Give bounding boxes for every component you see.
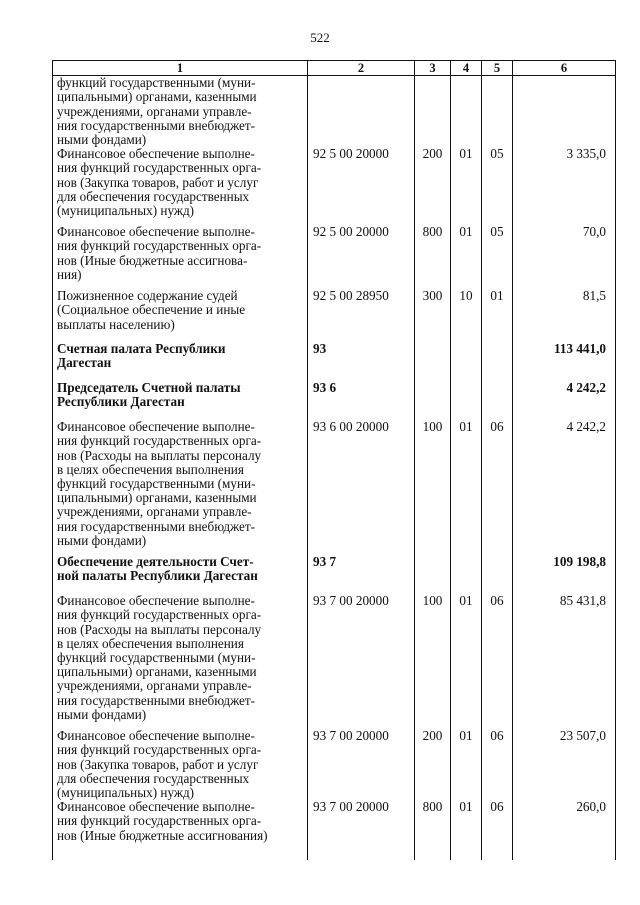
expense-name-text: Обеспечение деятельности Счет-	[57, 554, 254, 570]
expense-name-cell	[53, 147, 308, 225]
expense-name-cell	[53, 289, 308, 342]
expense-name-text: ципальными) органами, казенными	[57, 490, 257, 506]
amount-cell	[513, 289, 616, 342]
expense-name-cell	[53, 729, 308, 800]
expense-type-cell	[415, 729, 451, 800]
budget-code-text: 93 6 00 20000	[313, 419, 389, 435]
expense-type-cell	[415, 381, 451, 420]
expense-type-text: 100	[422, 593, 443, 609]
expense-name-text: учреждениями, органами управле-	[57, 504, 252, 520]
column-header-1: 1	[53, 61, 308, 76]
amount-cell	[513, 729, 616, 800]
amount-cell	[513, 225, 616, 289]
section-cell	[451, 800, 482, 860]
expense-name-cell	[53, 381, 308, 420]
subsection-cell	[482, 594, 513, 729]
amount-text: 3 335,0	[566, 146, 606, 162]
expense-name-text: ния функций государственных орга-	[57, 742, 262, 758]
expense-type-cell	[415, 147, 451, 225]
expense-name-text: ными фондами)	[57, 532, 147, 548]
expense-name-text: нов (Иные бюджетные ассигнования)	[57, 827, 268, 843]
expense-type-cell	[415, 342, 451, 381]
section-cell	[451, 76, 482, 148]
budget-code-cell	[308, 594, 415, 729]
expense-name-text: Финансовое обеспечение выполне-	[57, 593, 255, 609]
section-cell	[451, 381, 482, 420]
table-row	[53, 289, 616, 342]
expense-name-text: ния государственными внебюджет-	[57, 692, 256, 708]
column-header-4: 4	[451, 61, 482, 76]
column-header-3: 3	[415, 61, 451, 76]
budget-code-cell	[308, 289, 415, 342]
budget-code-cell	[308, 147, 415, 225]
expense-type-text: 200	[422, 728, 443, 744]
amount-text: 85 431,8	[559, 593, 606, 609]
expense-name-text: в целях обеспечения выполнения	[57, 635, 244, 651]
expense-name-text: ния государственными внебюджет-	[57, 117, 256, 133]
section-text: 01	[459, 728, 473, 744]
amount-text: 109 198,8	[553, 554, 606, 570]
amount-cell	[513, 420, 616, 555]
expense-type-cell	[415, 420, 451, 555]
expense-name-cell	[53, 594, 308, 729]
expense-name-text: Финансовое обеспечение выполне-	[57, 419, 255, 435]
expense-name-text: функций государственными (муни-	[57, 75, 256, 91]
section-cell	[451, 420, 482, 555]
expense-name-text: нов (Иные бюджетные ассигнова-	[57, 252, 248, 268]
expense-name-text: ными фондами)	[57, 706, 147, 722]
subsection-cell	[482, 729, 513, 800]
subsection-cell	[482, 289, 513, 342]
budget-table	[52, 60, 616, 860]
expense-name-cell	[53, 76, 308, 148]
expense-name-text: Финансовое обеспечение выполне-	[57, 728, 255, 744]
expense-name-text: ния функций государственных орга-	[57, 813, 262, 829]
expense-name-text: ния функций государственных орга-	[57, 238, 262, 254]
budget-code-cell	[308, 381, 415, 420]
budget-code-cell	[308, 225, 415, 289]
expense-name-text: Счетная палата Республики	[57, 341, 226, 357]
subsection-cell	[482, 555, 513, 594]
budget-code-text: 92 5 00 20000	[313, 224, 389, 240]
amount-cell	[513, 342, 616, 381]
budget-code-text: 93	[313, 341, 327, 357]
subsection-cell	[482, 800, 513, 860]
table-row	[53, 729, 616, 800]
section-text: 01	[459, 593, 473, 609]
expense-name-text: Республики Дагестан	[57, 394, 185, 410]
budget-code-text: 92 5 00 28950	[313, 288, 389, 304]
budget-code-text: 93 6	[313, 380, 337, 396]
expense-name-text: Финансовое обеспечение выполне-	[57, 224, 255, 240]
expense-type-cell	[415, 225, 451, 289]
amount-text: 260,0	[576, 799, 606, 815]
expense-type-cell	[415, 76, 451, 148]
amount-cell	[513, 800, 616, 860]
expense-name-text: Пожизненное содержание судей	[57, 288, 238, 304]
expense-name-text: учреждениями, органами управле-	[57, 103, 252, 119]
amount-cell	[513, 594, 616, 729]
budget-code-cell	[308, 342, 415, 381]
table-row	[53, 342, 616, 381]
amount-text: 23 507,0	[559, 728, 606, 744]
budget-code-text: 93 7 00 20000	[313, 593, 389, 609]
expense-name-text: функций государственными (муни-	[57, 650, 256, 666]
expense-type-cell	[415, 800, 451, 860]
budget-code-cell	[308, 800, 415, 860]
subsection-cell	[482, 225, 513, 289]
column-header-6: 6	[513, 61, 616, 76]
subsection-text: 06	[490, 799, 504, 815]
expense-name-text: в целях обеспечения выполнения	[57, 461, 244, 477]
expense-name-text: ния функций государственных орга-	[57, 607, 262, 623]
amount-cell	[513, 147, 616, 225]
expense-name-text: ния государственными внебюджет-	[57, 518, 256, 534]
expense-name-text: (муниципальных) нужд)	[57, 203, 195, 219]
expense-name-text: функций государственными (муни-	[57, 476, 256, 492]
section-text: 01	[459, 799, 473, 815]
subsection-text: 05	[490, 146, 504, 162]
amount-cell	[513, 555, 616, 594]
expense-name-text: (Социальное обеспечение и иные	[57, 302, 246, 318]
expense-name-text: нов (Закупка товаров, работ и услуг	[57, 174, 259, 190]
table-row	[53, 594, 616, 729]
amount-cell	[513, 76, 616, 148]
subsection-text: 05	[490, 224, 504, 240]
expense-name-text: учреждениями, органами управле-	[57, 678, 252, 694]
expense-name-cell	[53, 420, 308, 555]
expense-name-cell	[53, 800, 308, 860]
section-cell	[451, 225, 482, 289]
expense-name-text: нов (Расходы на выплаты персоналу	[57, 447, 262, 463]
budget-code-cell	[308, 555, 415, 594]
section-text: 01	[459, 146, 473, 162]
expense-name-text: Финансовое обеспечение выполне-	[57, 799, 255, 815]
table-header-row	[53, 61, 616, 76]
amount-text: 70,0	[582, 224, 606, 240]
expense-name-text: ной палаты Республики Дагестан	[57, 568, 258, 584]
subsection-cell	[482, 420, 513, 555]
expense-type-text: 200	[422, 146, 443, 162]
amount-text: 81,5	[582, 288, 606, 304]
subsection-text: 06	[490, 728, 504, 744]
subsection-cell	[482, 147, 513, 225]
table-row	[53, 800, 616, 860]
column-header-2: 2	[308, 61, 415, 76]
table-row	[53, 76, 616, 148]
expense-name-text: нов (Расходы на выплаты персоналу	[57, 621, 262, 637]
subsection-cell	[482, 342, 513, 381]
expense-name-text: ния функций государственных орга-	[57, 160, 262, 176]
amount-text: 4 242,2	[566, 380, 606, 396]
expense-name-text: выплаты населению)	[57, 316, 175, 332]
section-cell	[451, 729, 482, 800]
table-body	[53, 76, 616, 861]
budget-code-cell	[308, 76, 415, 148]
expense-name-cell	[53, 225, 308, 289]
section-cell	[451, 289, 482, 342]
expense-type-cell	[415, 555, 451, 594]
budget-code-text: 92 5 00 20000	[313, 146, 389, 162]
expense-name-text: ципальными) органами, казенными	[57, 664, 257, 680]
expense-name-text: (муниципальных) нужд)	[57, 785, 195, 801]
expense-type-text: 800	[422, 799, 443, 815]
expense-name-text: Дагестан	[57, 355, 112, 371]
subsection-cell	[482, 76, 513, 148]
table-row	[53, 555, 616, 594]
section-text: 01	[459, 224, 473, 240]
expense-name-cell	[53, 342, 308, 381]
page-number: 522	[310, 30, 330, 45]
table-row	[53, 420, 616, 555]
amount-cell	[513, 381, 616, 420]
expense-name-text: ными фондами)	[57, 132, 147, 148]
table-row	[53, 381, 616, 420]
budget-code-cell	[308, 729, 415, 800]
expense-name-cell	[53, 555, 308, 594]
subsection-text: 06	[490, 419, 504, 435]
expense-type-text: 300	[422, 288, 443, 304]
budget-code-text: 93 7 00 20000	[313, 799, 389, 815]
expense-name-text: для обеспечения государственных	[57, 770, 250, 786]
expense-type-text: 100	[422, 419, 443, 435]
section-cell	[451, 594, 482, 729]
expense-name-text: ния функций государственных орга-	[57, 433, 262, 449]
expense-name-text: нов (Закупка товаров, работ и услуг	[57, 756, 259, 772]
expense-name-text: ния)	[57, 266, 82, 282]
amount-text: 113 441,0	[553, 341, 606, 357]
subsection-text: 01	[490, 288, 504, 304]
expense-type-cell	[415, 594, 451, 729]
expense-name-text: ципальными) органами, казенными	[57, 89, 257, 105]
expense-type-cell	[415, 289, 451, 342]
budget-code-text: 93 7	[313, 554, 337, 570]
subsection-cell	[482, 381, 513, 420]
expense-name-text: Финансовое обеспечение выполне-	[57, 146, 255, 162]
section-text: 01	[459, 419, 473, 435]
budget-code-cell	[308, 420, 415, 555]
budget-code-text: 93 7 00 20000	[313, 728, 389, 744]
section-cell	[451, 555, 482, 594]
subsection-text: 06	[490, 593, 504, 609]
section-text: 10	[459, 288, 473, 304]
column-header-5: 5	[482, 61, 513, 76]
amount-text: 4 242,2	[566, 419, 606, 435]
table-row	[53, 225, 616, 289]
section-cell	[451, 342, 482, 381]
expense-name-text: Председатель Счетной палаты	[57, 380, 241, 396]
table-row	[53, 147, 616, 225]
section-cell	[451, 147, 482, 225]
expense-name-text: для обеспечения государственных	[57, 188, 250, 204]
expense-type-text: 800	[422, 224, 443, 240]
